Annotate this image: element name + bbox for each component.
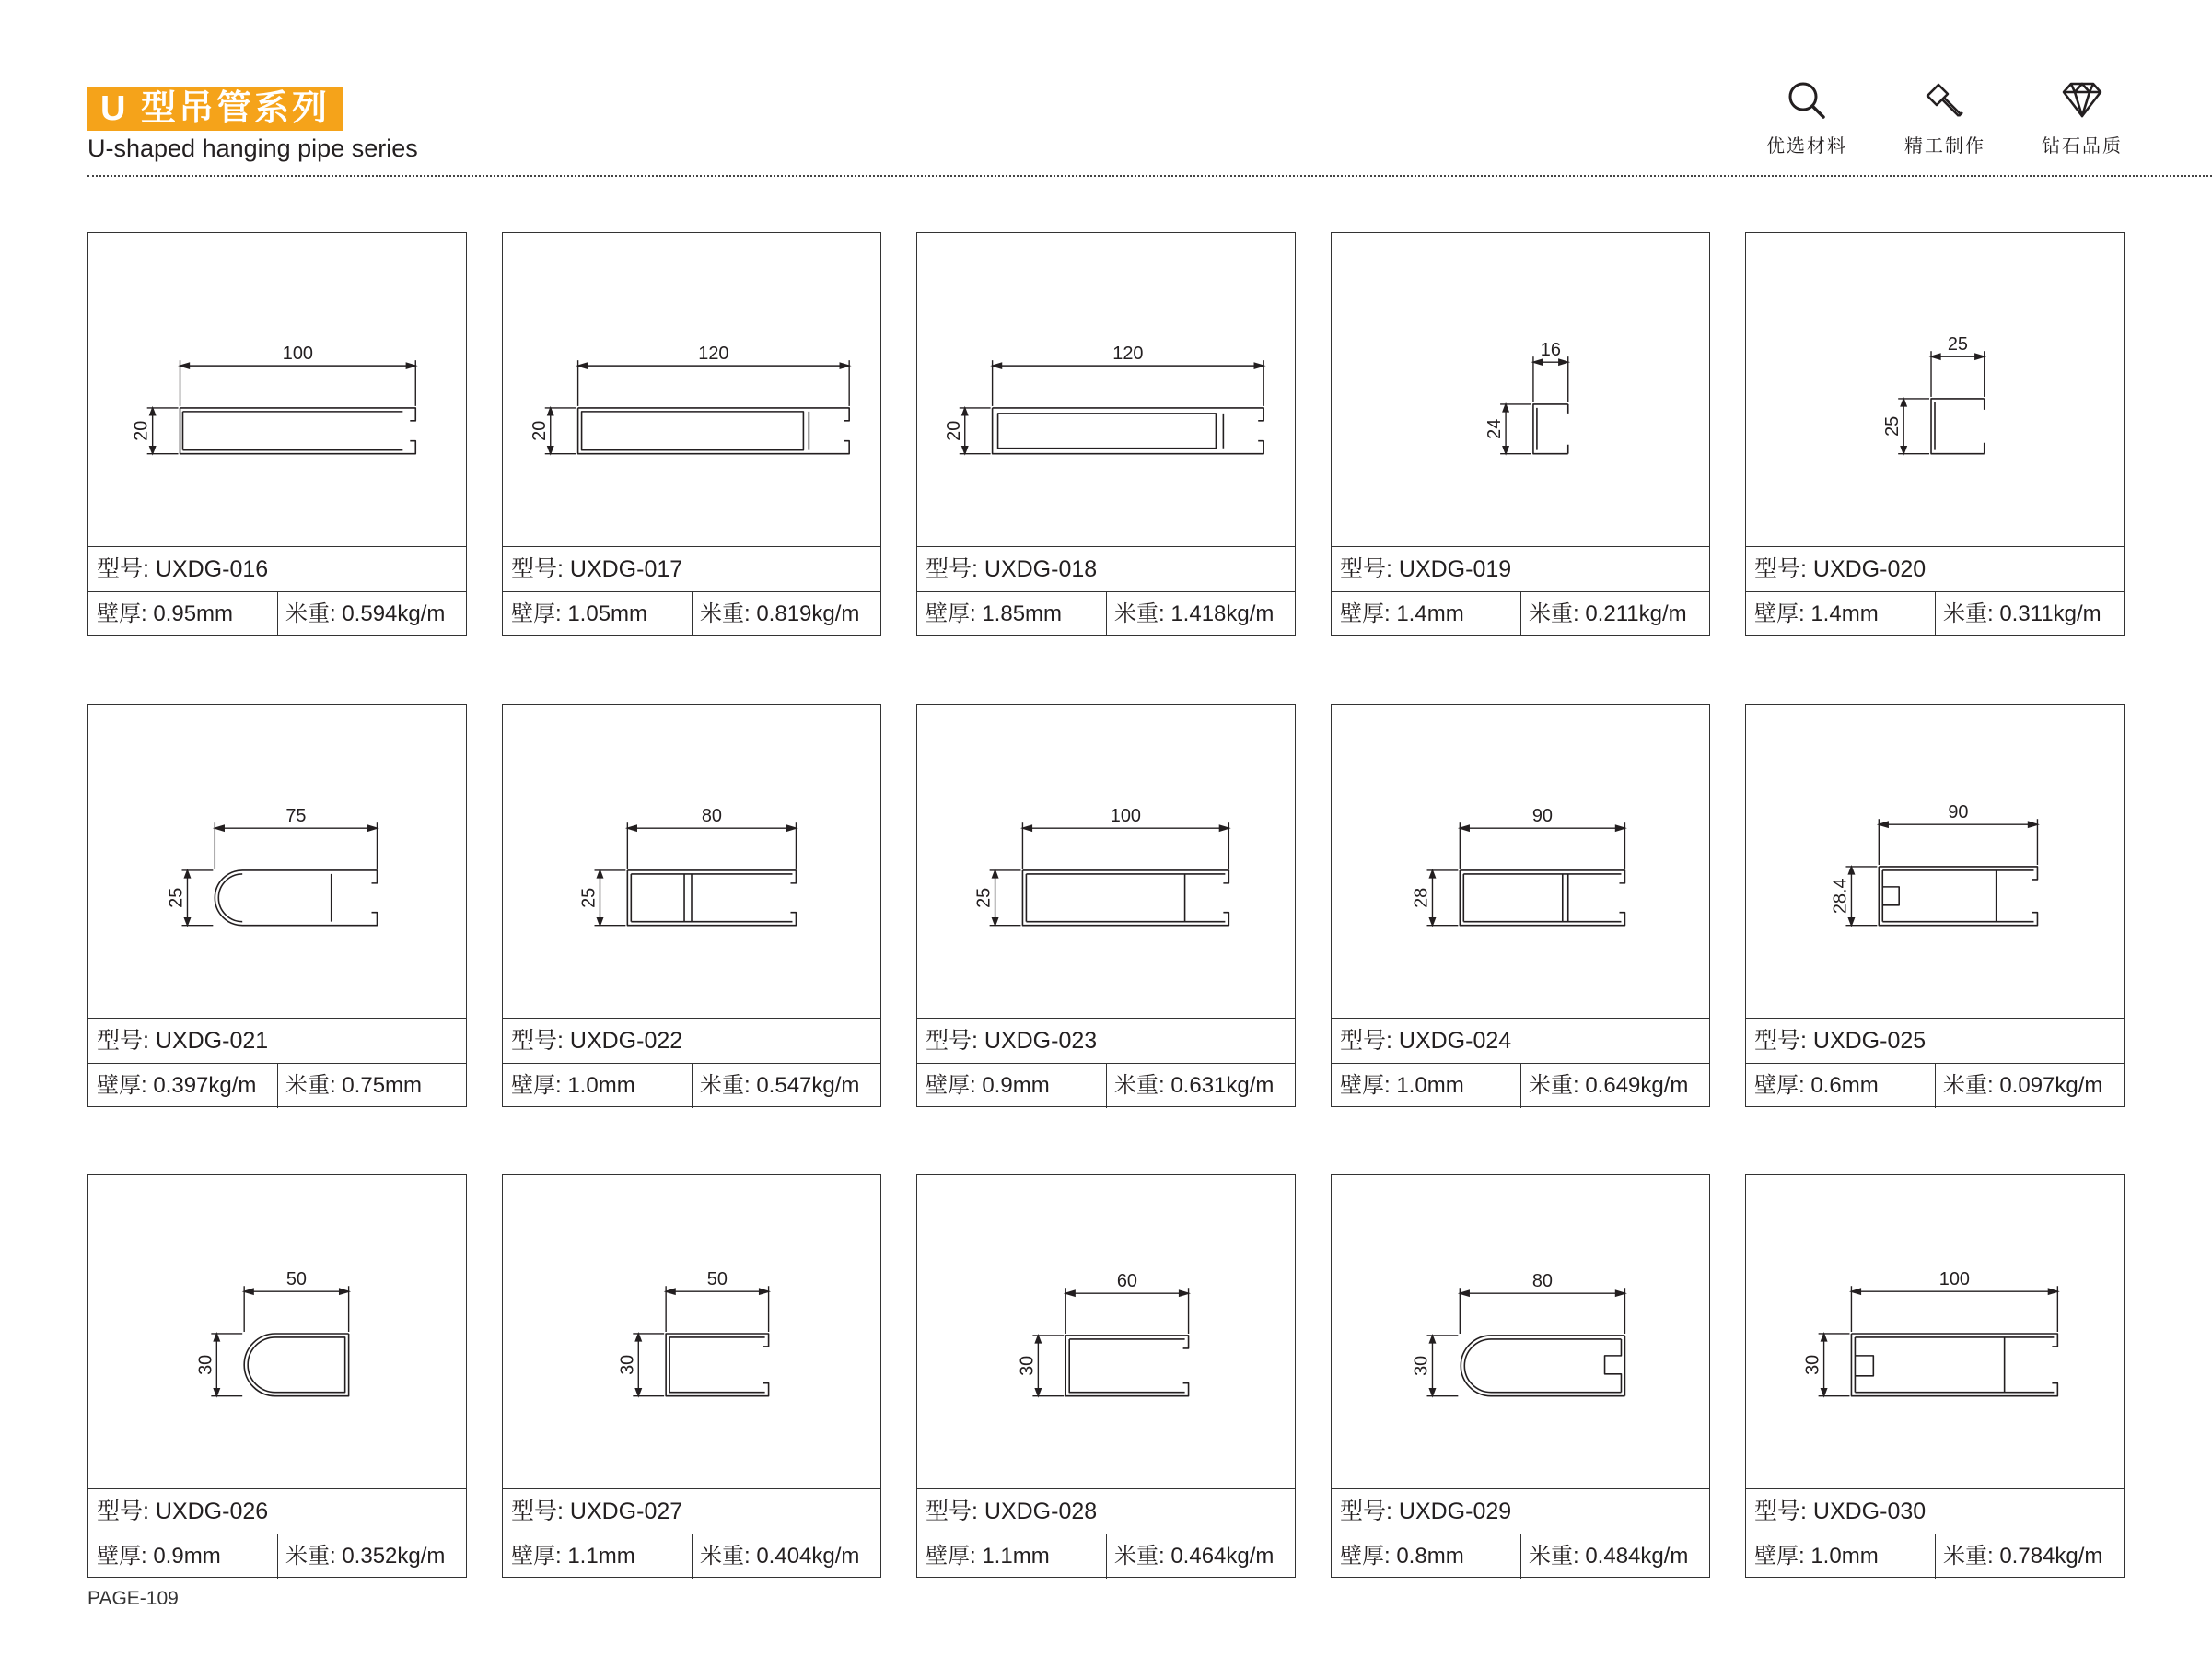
profile-outline <box>1533 404 1568 454</box>
spec-divider <box>277 1534 278 1579</box>
width-dimension: 120 <box>1112 344 1144 365</box>
spec-divider <box>692 1534 693 1579</box>
search-icon <box>1786 79 1828 122</box>
dimension-lines <box>1898 351 1985 453</box>
wall-thickness: 壁厚: 1.05mm <box>511 601 648 626</box>
spec-row <box>88 591 466 636</box>
height-dimension: 30 <box>617 1354 638 1375</box>
model-number: 型号: UXDG-030 <box>1746 1488 2124 1534</box>
meter-weight: 米重: 0.75mm <box>285 1073 423 1098</box>
product-card <box>1745 232 2125 636</box>
width-dimension: 90 <box>1948 802 1969 823</box>
feature-label: 钻石品质 <box>2042 136 2123 157</box>
wall-thickness: 壁厚: 1.4mm <box>1340 601 1464 626</box>
width-dimension: 100 <box>1938 1269 1970 1290</box>
model-number: 型号: UXDG-020 <box>1746 546 2124 591</box>
feature-fine-craft <box>1880 79 2009 157</box>
dimension-lines <box>1819 1286 2058 1395</box>
spec-divider <box>1106 592 1107 636</box>
spec-row <box>917 1063 1295 1108</box>
profile-drawing <box>1746 233 2124 546</box>
profile-drawing <box>1332 705 1709 1018</box>
profile-outline <box>1879 867 2037 926</box>
height-dimension: 28 <box>1411 887 1432 908</box>
profile-outline <box>1931 399 1985 454</box>
wall-thickness: 壁厚: 1.1mm <box>926 1544 1050 1569</box>
spec-divider <box>1520 1064 1521 1108</box>
feature-label: 精工制作 <box>1904 136 1985 157</box>
height-dimension: 25 <box>578 887 600 908</box>
dimension-lines <box>1032 1288 1188 1395</box>
meter-weight: 米重: 0.484kg/m <box>1529 1544 1689 1569</box>
spec-row <box>1332 1063 1709 1108</box>
height-dimension: 28.4 <box>1830 878 1851 915</box>
model-number: 型号: UXDG-021 <box>88 1018 466 1063</box>
meter-weight: 米重: 0.464kg/m <box>1114 1544 1275 1569</box>
height-dimension: 30 <box>1802 1354 1823 1375</box>
model-number: 型号: UXDG-024 <box>1332 1018 1709 1063</box>
diamond-icon <box>2059 79 2105 122</box>
width-dimension: 50 <box>285 1269 307 1290</box>
spec-divider <box>1106 1534 1107 1579</box>
model-number: 型号: UXDG-022 <box>503 1018 880 1063</box>
profile-outline <box>627 870 796 926</box>
product-card <box>502 1174 881 1578</box>
spec-divider <box>1935 1534 1936 1579</box>
height-dimension: 25 <box>166 887 187 908</box>
spec-divider <box>1106 1064 1107 1108</box>
profile-drawing <box>503 705 880 1018</box>
width-dimension: 50 <box>706 1269 728 1290</box>
wall-thickness: 壁厚: 0.6mm <box>1754 1073 1879 1098</box>
meter-weight: 米重: 0.649kg/m <box>1529 1073 1689 1098</box>
wall-thickness: 壁厚: 1.85mm <box>926 601 1063 626</box>
meter-weight: 米重: 0.097kg/m <box>1943 1073 2103 1098</box>
model-number: 型号: UXDG-018 <box>917 546 1295 591</box>
profile-drawing <box>1332 1175 1709 1488</box>
meter-weight: 米重: 0.594kg/m <box>285 601 446 626</box>
profile-drawing <box>88 1175 466 1488</box>
profile-drawing <box>503 1175 880 1488</box>
height-dimension: 20 <box>131 420 152 441</box>
wall-thickness: 壁厚: 0.8mm <box>1340 1544 1464 1569</box>
dimension-lines <box>1500 356 1568 453</box>
spec-divider <box>1520 1534 1521 1579</box>
profile-outline <box>1461 1336 1624 1396</box>
wall-thickness: 壁厚: 0.95mm <box>97 601 234 626</box>
width-dimension: 25 <box>1947 334 1968 356</box>
header-divider <box>87 175 2212 177</box>
height-dimension: 30 <box>195 1354 216 1375</box>
dimension-lines <box>147 360 416 454</box>
product-card <box>1331 704 1710 1107</box>
profile-outline <box>666 1334 768 1396</box>
width-dimension: 75 <box>285 806 307 827</box>
profile-outline <box>180 408 416 454</box>
product-card <box>1745 704 2125 1107</box>
hammer-icon <box>1922 79 1968 122</box>
spec-divider <box>277 1064 278 1108</box>
feature-diamond-quality <box>2018 79 2147 157</box>
spec-divider <box>1520 592 1521 636</box>
meter-weight: 米重: 0.547kg/m <box>700 1073 860 1098</box>
feature-quality-material <box>1742 79 1871 157</box>
spec-row <box>1746 591 2124 636</box>
product-card <box>1331 1174 1710 1578</box>
height-dimension: 20 <box>529 420 550 441</box>
profile-drawing <box>917 233 1295 546</box>
profile-drawing <box>917 1175 1295 1488</box>
wall-thickness: 壁厚: 1.1mm <box>511 1544 635 1569</box>
profile-outline <box>215 870 377 926</box>
product-card <box>87 1174 467 1578</box>
spec-row <box>503 1063 880 1108</box>
wall-thickness: 壁厚: 1.0mm <box>1754 1544 1879 1569</box>
model-number: 型号: UXDG-026 <box>88 1488 466 1534</box>
model-number: 型号: UXDG-016 <box>88 546 466 591</box>
spec-row <box>917 1534 1295 1579</box>
meter-weight: 米重: 0.211kg/m <box>1529 601 1687 626</box>
profile-outline <box>1460 870 1624 926</box>
series-title: U 型吊管系列 <box>87 87 343 131</box>
model-number: 型号: UXDG-028 <box>917 1488 1295 1534</box>
width-dimension: 120 <box>698 344 729 365</box>
width-dimension: 100 <box>1110 806 1141 827</box>
height-dimension: 25 <box>973 887 995 908</box>
meter-weight: 米重: 0.404kg/m <box>700 1544 860 1569</box>
height-dimension: 20 <box>943 420 964 441</box>
product-card <box>87 704 467 1107</box>
wall-thickness: 壁厚: 0.9mm <box>926 1073 1050 1098</box>
model-number: 型号: UXDG-027 <box>503 1488 880 1534</box>
spec-row <box>503 1534 880 1579</box>
series-subtitle: U-shaped hanging pipe series <box>87 134 418 162</box>
meter-weight: 米重: 0.352kg/m <box>285 1544 446 1569</box>
model-number: 型号: UXDG-029 <box>1332 1488 1709 1534</box>
feature-label: 优选材料 <box>1766 136 1847 157</box>
dimension-lines <box>1426 1288 1624 1395</box>
product-card <box>502 704 881 1107</box>
meter-weight: 米重: 0.631kg/m <box>1114 1073 1275 1098</box>
model-number: 型号: UXDG-019 <box>1332 546 1709 591</box>
width-dimension: 80 <box>1531 1271 1553 1292</box>
model-number: 型号: UXDG-017 <box>503 546 880 591</box>
profile-outline <box>244 1334 348 1396</box>
height-dimension: 30 <box>1017 1355 1038 1376</box>
product-card <box>916 704 1296 1107</box>
product-card <box>87 232 467 636</box>
product-card <box>916 1174 1296 1578</box>
model-number: 型号: UXDG-023 <box>917 1018 1295 1063</box>
wall-thickness: 壁厚: 0.397kg/m <box>97 1073 257 1098</box>
width-dimension: 90 <box>1531 806 1553 827</box>
spec-divider <box>692 1064 693 1108</box>
product-card <box>1331 232 1710 636</box>
wall-thickness: 壁厚: 1.0mm <box>511 1073 635 1098</box>
model-number: 型号: UXDG-025 <box>1746 1018 2124 1063</box>
spec-row <box>1332 1534 1709 1579</box>
spec-divider <box>277 592 278 636</box>
profile-drawing <box>88 233 466 546</box>
profile-outline <box>993 408 1264 454</box>
meter-weight: 米重: 0.784kg/m <box>1943 1544 2103 1569</box>
profile-drawing <box>88 705 466 1018</box>
profile-outline <box>1851 1334 2057 1396</box>
wall-thickness: 壁厚: 0.9mm <box>97 1544 221 1569</box>
spec-row <box>1332 591 1709 636</box>
profile-drawing <box>1746 1175 2124 1488</box>
dimension-lines <box>633 1286 768 1395</box>
spec-row <box>88 1534 466 1579</box>
profile-outline <box>1022 870 1228 926</box>
dimension-lines <box>182 822 378 925</box>
profile-drawing <box>917 705 1295 1018</box>
height-dimension: 25 <box>1882 415 1903 437</box>
wall-thickness: 壁厚: 1.4mm <box>1754 601 1879 626</box>
spec-row <box>503 591 880 636</box>
width-dimension: 60 <box>1116 1271 1137 1292</box>
profile-drawing <box>503 233 880 546</box>
spec-divider <box>692 592 693 636</box>
width-dimension: 80 <box>701 806 722 827</box>
page-number: PAGE-109 <box>87 1588 179 1609</box>
meter-weight: 米重: 0.819kg/m <box>700 601 860 626</box>
dimension-lines <box>960 360 1263 454</box>
profile-outline <box>578 408 850 454</box>
height-dimension: 30 <box>1411 1355 1432 1376</box>
meter-weight: 米重: 0.311kg/m <box>1943 601 2101 626</box>
height-dimension: 24 <box>1484 418 1506 439</box>
dimension-lines <box>1845 819 2037 925</box>
meter-weight: 米重: 1.418kg/m <box>1114 601 1275 626</box>
spec-row <box>88 1063 466 1108</box>
feature-icons <box>0 79 2212 171</box>
spec-row <box>1746 1534 2124 1579</box>
profile-drawing <box>1746 705 2124 1018</box>
spec-divider <box>1935 592 1936 636</box>
dimension-lines <box>211 1286 348 1395</box>
spec-divider <box>1935 1064 1936 1108</box>
product-card <box>1745 1174 2125 1578</box>
profile-drawing <box>1332 233 1709 546</box>
product-card <box>916 232 1296 636</box>
width-dimension: 100 <box>282 344 313 365</box>
spec-row <box>917 591 1295 636</box>
spec-row <box>1746 1063 2124 1108</box>
wall-thickness: 壁厚: 1.0mm <box>1340 1073 1464 1098</box>
product-card <box>502 232 881 636</box>
profile-outline <box>1065 1336 1188 1396</box>
width-dimension: 16 <box>1540 340 1561 361</box>
